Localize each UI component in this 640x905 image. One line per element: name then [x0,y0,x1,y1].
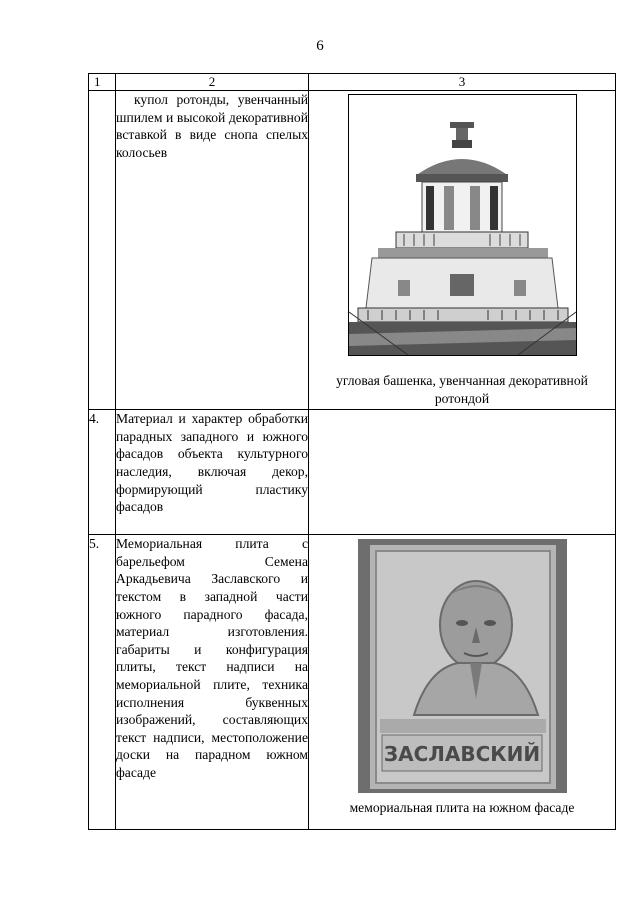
row-description [116,410,309,535]
row-description [116,91,309,410]
row-number: 4. [89,410,116,535]
photo-caption: мемориальная плита на южном фасаде [349,800,575,816]
row-photo-cell [309,535,616,830]
row-number [89,91,116,410]
page-number: 6 [316,38,324,54]
row-photo-cell [309,410,616,535]
table-header-row [89,74,616,91]
table-row [89,535,616,830]
corner-tower-rotunda-photo [348,94,577,356]
row-description-text: купол ротонды, увенчанный шпилем и высокой декоративной вставкой в виде снопа спелых колосьев [116,92,308,160]
memorial-plaque-photo [358,539,567,793]
column-header-1: 1 [89,74,116,91]
table-row [89,410,616,535]
column-header-2: 2 [116,74,309,91]
row-number: 5. [89,535,116,830]
row-description-text: Материал и характер обработки парадных западного и южного фасадов объекта культурного наследия, включая декор, формирующий пластику фасадов [116,411,308,515]
table-row [89,91,616,410]
heritage-table [88,73,616,830]
row-description [116,535,309,830]
column-header-3: 3 [309,74,616,91]
row-description-text: Мемориальная плита с барельефом Семена Аркадьевича Заславского и текстом в западной части южного парадного фасада, материал изготовления. габариты и конфигурация плиты, текст надписи на мемориальной плите, техника исполнения буквенных изображений, составляющих текст надписи, местоположение доски на парадном южном фасаде [116,536,308,780]
photo-caption: угловая башенка, увенчанная декоративной ротондой [336,373,588,406]
row-photo-cell [309,91,616,410]
plaque-inscription: ЗАСЛАВСКИЙ [383,742,540,767]
